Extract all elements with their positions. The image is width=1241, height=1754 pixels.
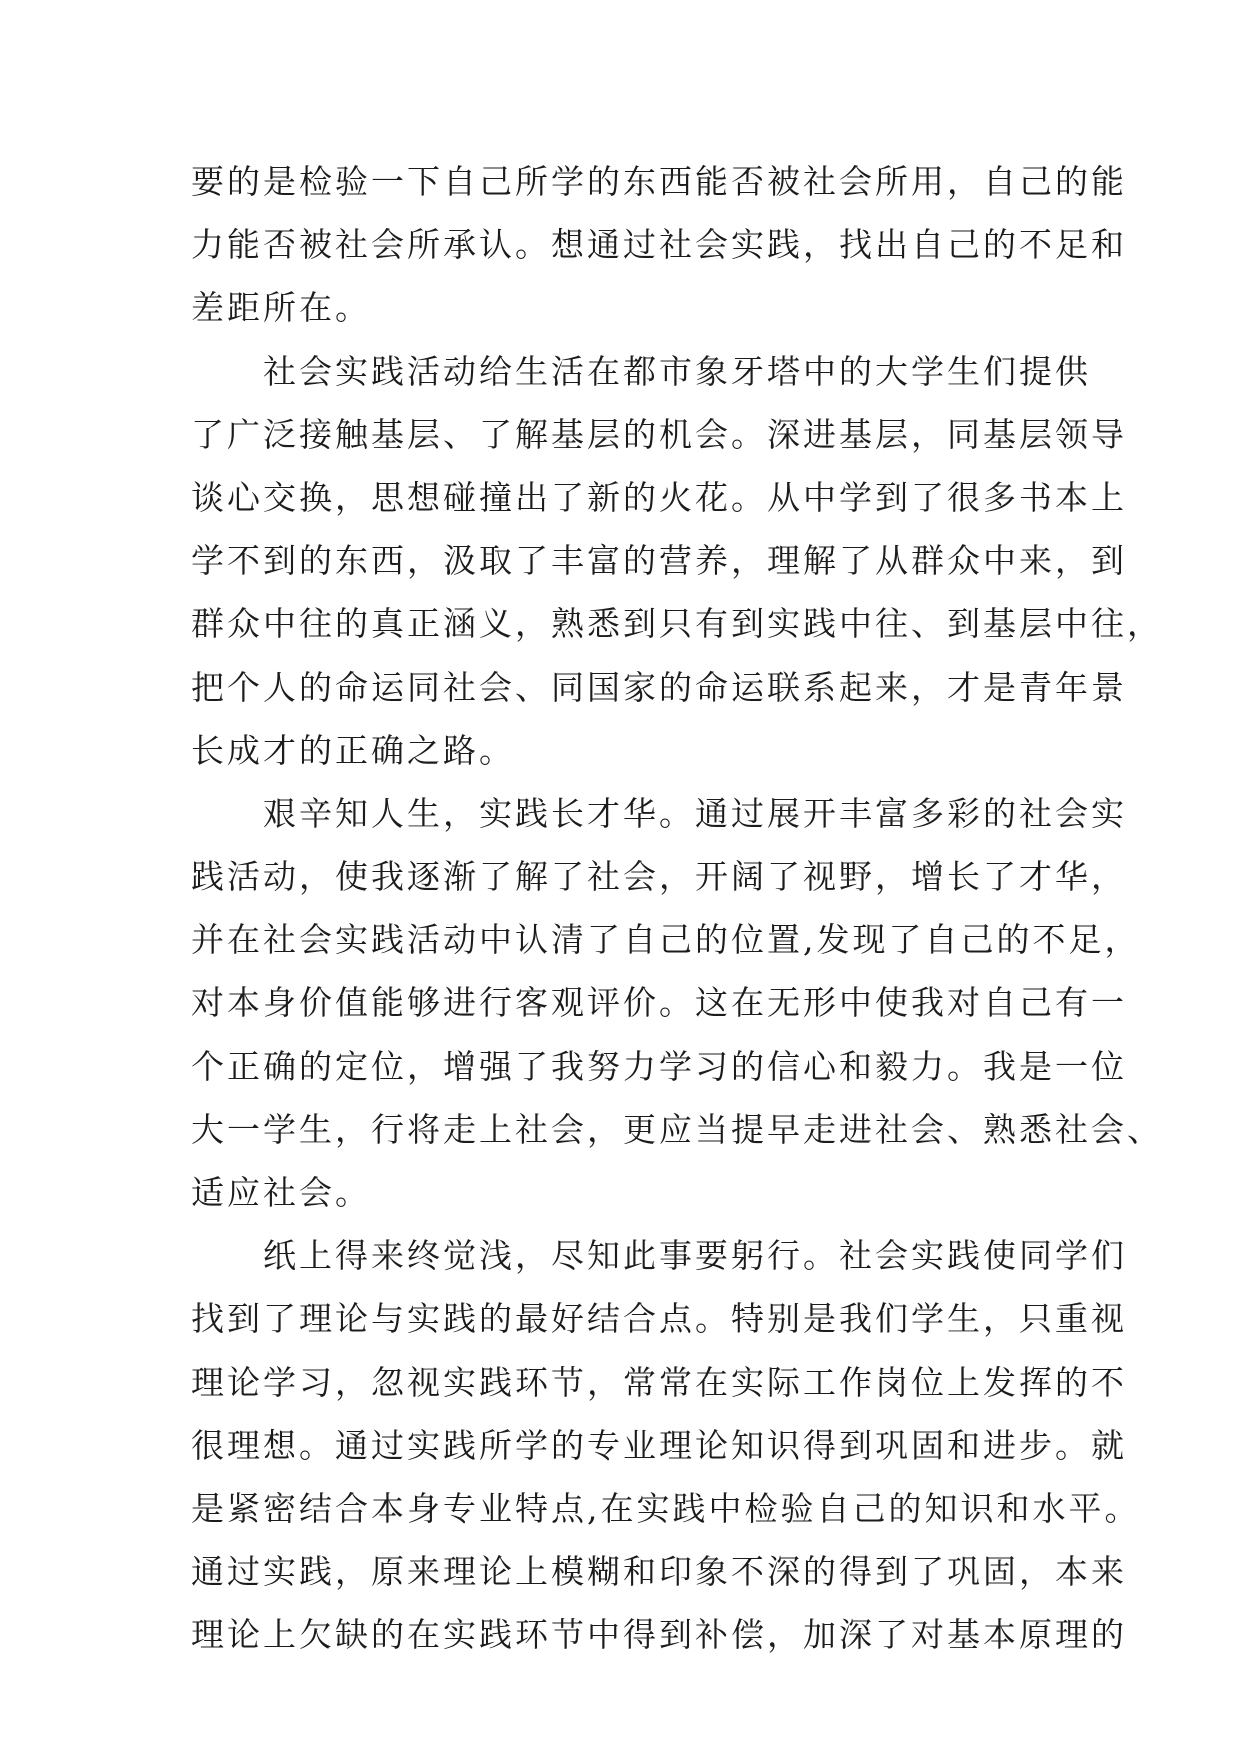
text-line: 群众中往的真正涵义，熟悉到只有到实践中往、到基层中往， (191, 604, 1163, 644)
document-body (191, 162, 1163, 1680)
paragraph-3 (191, 793, 1163, 1237)
text-line: 对本身价值能够进行客观评价。这在无形中使我对自己有一 (191, 983, 1127, 1023)
text-line: 艰辛知人生，实践长才华。通过展开丰富多彩的社会实 (263, 793, 1127, 833)
text-line: 并在社会实践活动中认清了自己的位置,发现了自己的不足， (191, 920, 1141, 960)
text-line: 个正确的定位，增强了我努力学习的信心和毅力。我是一位 (191, 1046, 1127, 1086)
text-line: 很理想。通过实践所学的专业理论知识得到巩固和进步。就 (191, 1425, 1127, 1465)
text-line: 通过实践，原来理论上模糊和印象不深的得到了巩固，本来 (191, 1552, 1127, 1592)
text-line: 要的是检验一下自己所学的东西能否被社会所用，自己的能 (191, 162, 1127, 201)
text-line: 践活动，使我逐渐了解了社会，开阔了视野，增长了才华， (191, 857, 1127, 897)
text-line: 学不到的东西，汲取了丰富的营养，理解了从群众中来，到 (191, 541, 1127, 581)
paragraph-1 (191, 162, 1127, 353)
text-line: 理论上欠缺的在实践环节中得到补偿，加深了对基本原理的 (191, 1615, 1127, 1655)
text-line: 谈心交换，思想碰撞出了新的火花。从中学到了很多书本上 (191, 477, 1127, 517)
text-line: 长成才的正确之路。 (191, 730, 515, 770)
text-line: 理论学习，忽视实践环节，常常在实际工作岗位上发挥的不 (191, 1362, 1127, 1402)
text-line: 力能否被社会所承认。想通过社会实践，找出自己的不足和 (191, 225, 1127, 265)
paragraph-4 (191, 1236, 1141, 1679)
text-line: 找到了理论与实践的最好结合点。特别是我们学生，只重视 (191, 1299, 1127, 1339)
text-line: 是紧密结合本身专业特点,在实践中检验自己的知识和水平。 (191, 1488, 1141, 1528)
text-line: 社会实践活动给生活在都市象牙塔中的大学生们提供 (263, 351, 1091, 391)
text-line: 适应社会。 (191, 1173, 371, 1212)
paragraph-2 (191, 351, 1163, 795)
text-line: 把个人的命运同社会、同国家的命运联系起来，才是青年景 (191, 667, 1127, 707)
text-line: 纸上得来终觉浅，尽知此事要躬行。社会实践使同学们 (263, 1236, 1127, 1276)
text-line: 了广泛接触基层、了解基层的机会。深进基层，同基层领导 (191, 414, 1127, 454)
text-line: 大一学生，行将走上社会，更应当提早走进社会、熟悉社会、 (191, 1109, 1163, 1149)
text-line: 差距所在。 (191, 288, 371, 328)
